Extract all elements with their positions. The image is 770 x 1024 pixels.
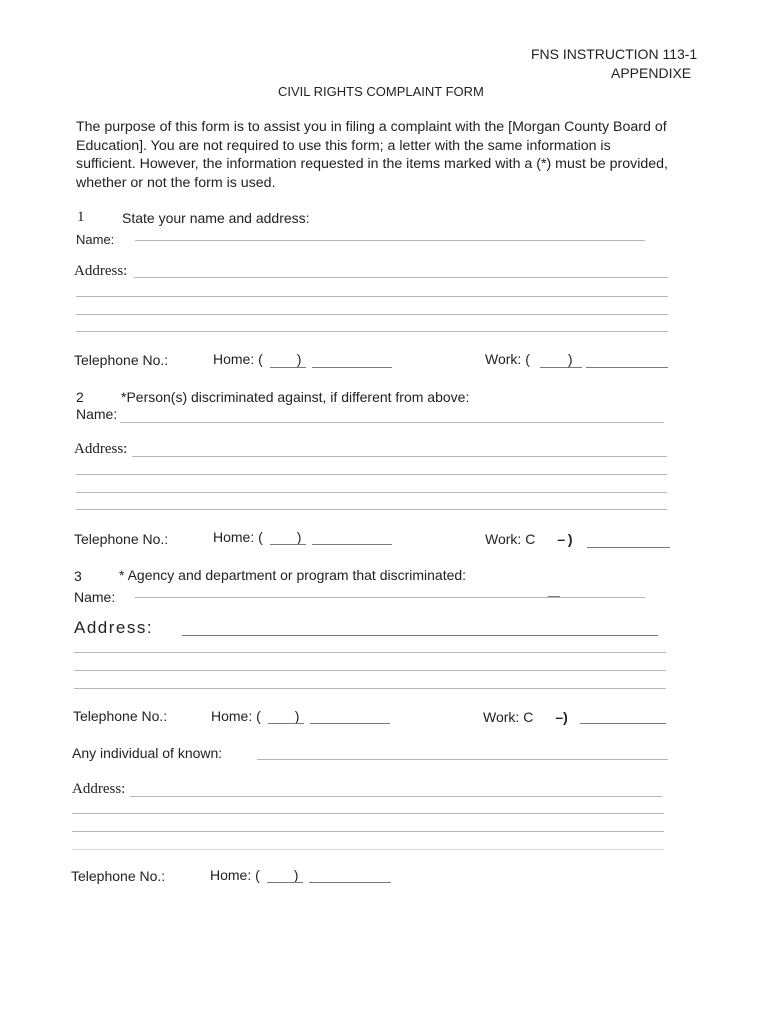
telephone-label: Telephone No.: bbox=[73, 708, 168, 724]
work-number-underline bbox=[586, 367, 668, 368]
instruction-number: FNS INSTRUCTION 113-1 bbox=[531, 46, 698, 62]
intro-line: Education]. You are not required to use this form; a letter with the same information is bbox=[76, 137, 611, 154]
home-phone-label bbox=[213, 529, 301, 545]
individual-address-input[interactable] bbox=[130, 779, 662, 796]
work-label-text: Work: C bbox=[485, 531, 536, 547]
work-label-text: Work: C bbox=[483, 709, 534, 725]
home-label-text: Home: ( bbox=[213, 529, 263, 545]
address-line bbox=[76, 492, 667, 493]
home-close-paren: ) bbox=[296, 351, 302, 367]
name-label: Name: bbox=[76, 232, 115, 247]
work-phone-label bbox=[485, 351, 573, 367]
intro-line: sufficient. However, the information requested in the items marked with a (*) must be provided, bbox=[76, 156, 668, 173]
name-underline-dark bbox=[548, 596, 560, 597]
section-1-home-phone-input[interactable] bbox=[312, 350, 392, 367]
section-3-name-input[interactable] bbox=[135, 581, 645, 598]
address-line bbox=[76, 331, 668, 332]
home-number-underline bbox=[312, 544, 392, 545]
address-underline bbox=[182, 635, 658, 636]
intro-line: whether or not the form is used. bbox=[76, 174, 276, 191]
individual-underline bbox=[257, 759, 668, 760]
individual-address-label: Address: bbox=[72, 781, 126, 797]
name-underline bbox=[135, 597, 645, 598]
home-label-text: Home: ( bbox=[213, 351, 263, 367]
work-area-underline bbox=[540, 367, 582, 368]
telephone-label: Telephone No.: bbox=[74, 352, 169, 368]
home-number-underline bbox=[310, 723, 390, 724]
section-1-number: 1 bbox=[77, 209, 85, 225]
section-1-address-input[interactable] bbox=[134, 261, 668, 278]
home-area-underline bbox=[270, 367, 306, 368]
section-2-heading: *Person(s) discriminated against, if different from above: bbox=[121, 389, 470, 405]
individual-address-underline bbox=[130, 796, 662, 797]
address-line bbox=[74, 652, 666, 653]
individual-input[interactable] bbox=[257, 742, 668, 759]
address-label: Address: bbox=[74, 263, 128, 279]
intro-paragraph bbox=[76, 118, 706, 192]
intro-line: The purpose of this form is to assist you in filing a complaint with the [Morgan County Board of bbox=[76, 119, 667, 135]
address-label: Address: bbox=[74, 441, 128, 457]
section-3-number: 3 bbox=[74, 568, 82, 584]
section-3-address-input[interactable] bbox=[182, 618, 658, 635]
work-phone-label bbox=[485, 531, 573, 547]
section-3-work-phone-input[interactable] bbox=[580, 706, 666, 723]
section-2-name-input[interactable] bbox=[120, 405, 664, 422]
address-line bbox=[76, 296, 668, 297]
home-close-paren: ) bbox=[293, 867, 299, 883]
home-number-underline bbox=[309, 882, 391, 883]
individual-home-phone-label bbox=[210, 867, 298, 883]
individual-telephone-label: Telephone No.: bbox=[71, 868, 166, 884]
section-2-address-input[interactable] bbox=[132, 439, 667, 456]
name-label: Name: bbox=[74, 589, 116, 605]
telephone-label: Telephone No.: bbox=[74, 531, 169, 547]
section-2-home-phone-input[interactable] bbox=[312, 527, 392, 544]
work-phone-label bbox=[483, 709, 568, 725]
individual-home-phone-input[interactable] bbox=[309, 865, 391, 882]
name-underline bbox=[120, 422, 664, 423]
work-number-underline bbox=[580, 723, 666, 724]
work-close-paren: – ) bbox=[557, 531, 573, 547]
address-line bbox=[74, 670, 666, 671]
home-area-underline bbox=[270, 544, 306, 545]
address-line bbox=[76, 474, 667, 475]
home-label-text: Home: ( bbox=[210, 867, 260, 883]
address-label: Address: bbox=[74, 618, 154, 637]
work-close-paren: ) bbox=[567, 351, 573, 367]
form-title: CIVIL RIGHTS COMPLAINT FORM bbox=[278, 84, 484, 99]
section-2-work-phone-input[interactable] bbox=[587, 530, 670, 547]
appendix-label: APPENDIXE bbox=[611, 65, 692, 81]
individual-address-line bbox=[72, 831, 664, 832]
home-number-underline bbox=[312, 367, 392, 368]
home-close-paren: ) bbox=[296, 529, 302, 545]
individual-address-line bbox=[72, 849, 664, 850]
section-3-heading: * Agency and department or program that discriminated: bbox=[119, 567, 467, 583]
section-1-name-input[interactable] bbox=[135, 223, 645, 240]
address-line bbox=[74, 688, 666, 689]
section-2-number: 2 bbox=[76, 389, 84, 405]
address-line bbox=[76, 509, 667, 510]
home-label-text: Home: ( bbox=[211, 708, 261, 724]
work-label-text: Work: ( bbox=[485, 351, 530, 367]
address-line bbox=[76, 314, 668, 315]
individual-address-line bbox=[72, 813, 664, 814]
home-area-underline bbox=[268, 723, 304, 724]
home-area-underline bbox=[267, 882, 303, 883]
home-phone-label bbox=[213, 351, 301, 367]
section-1-heading: State your name and address: bbox=[122, 210, 310, 226]
name-underline bbox=[135, 240, 645, 241]
address-underline bbox=[134, 277, 668, 278]
individual-label: Any individual of known: bbox=[72, 745, 223, 761]
home-phone-label bbox=[211, 708, 299, 724]
home-close-paren: ) bbox=[294, 708, 300, 724]
address-underline bbox=[132, 456, 667, 457]
work-close-paren: –) bbox=[555, 709, 568, 725]
section-1-work-phone-input[interactable] bbox=[586, 350, 668, 367]
name-label: Name: bbox=[76, 406, 118, 422]
work-number-underline bbox=[587, 547, 670, 548]
section-3-home-phone-input[interactable] bbox=[310, 706, 390, 723]
